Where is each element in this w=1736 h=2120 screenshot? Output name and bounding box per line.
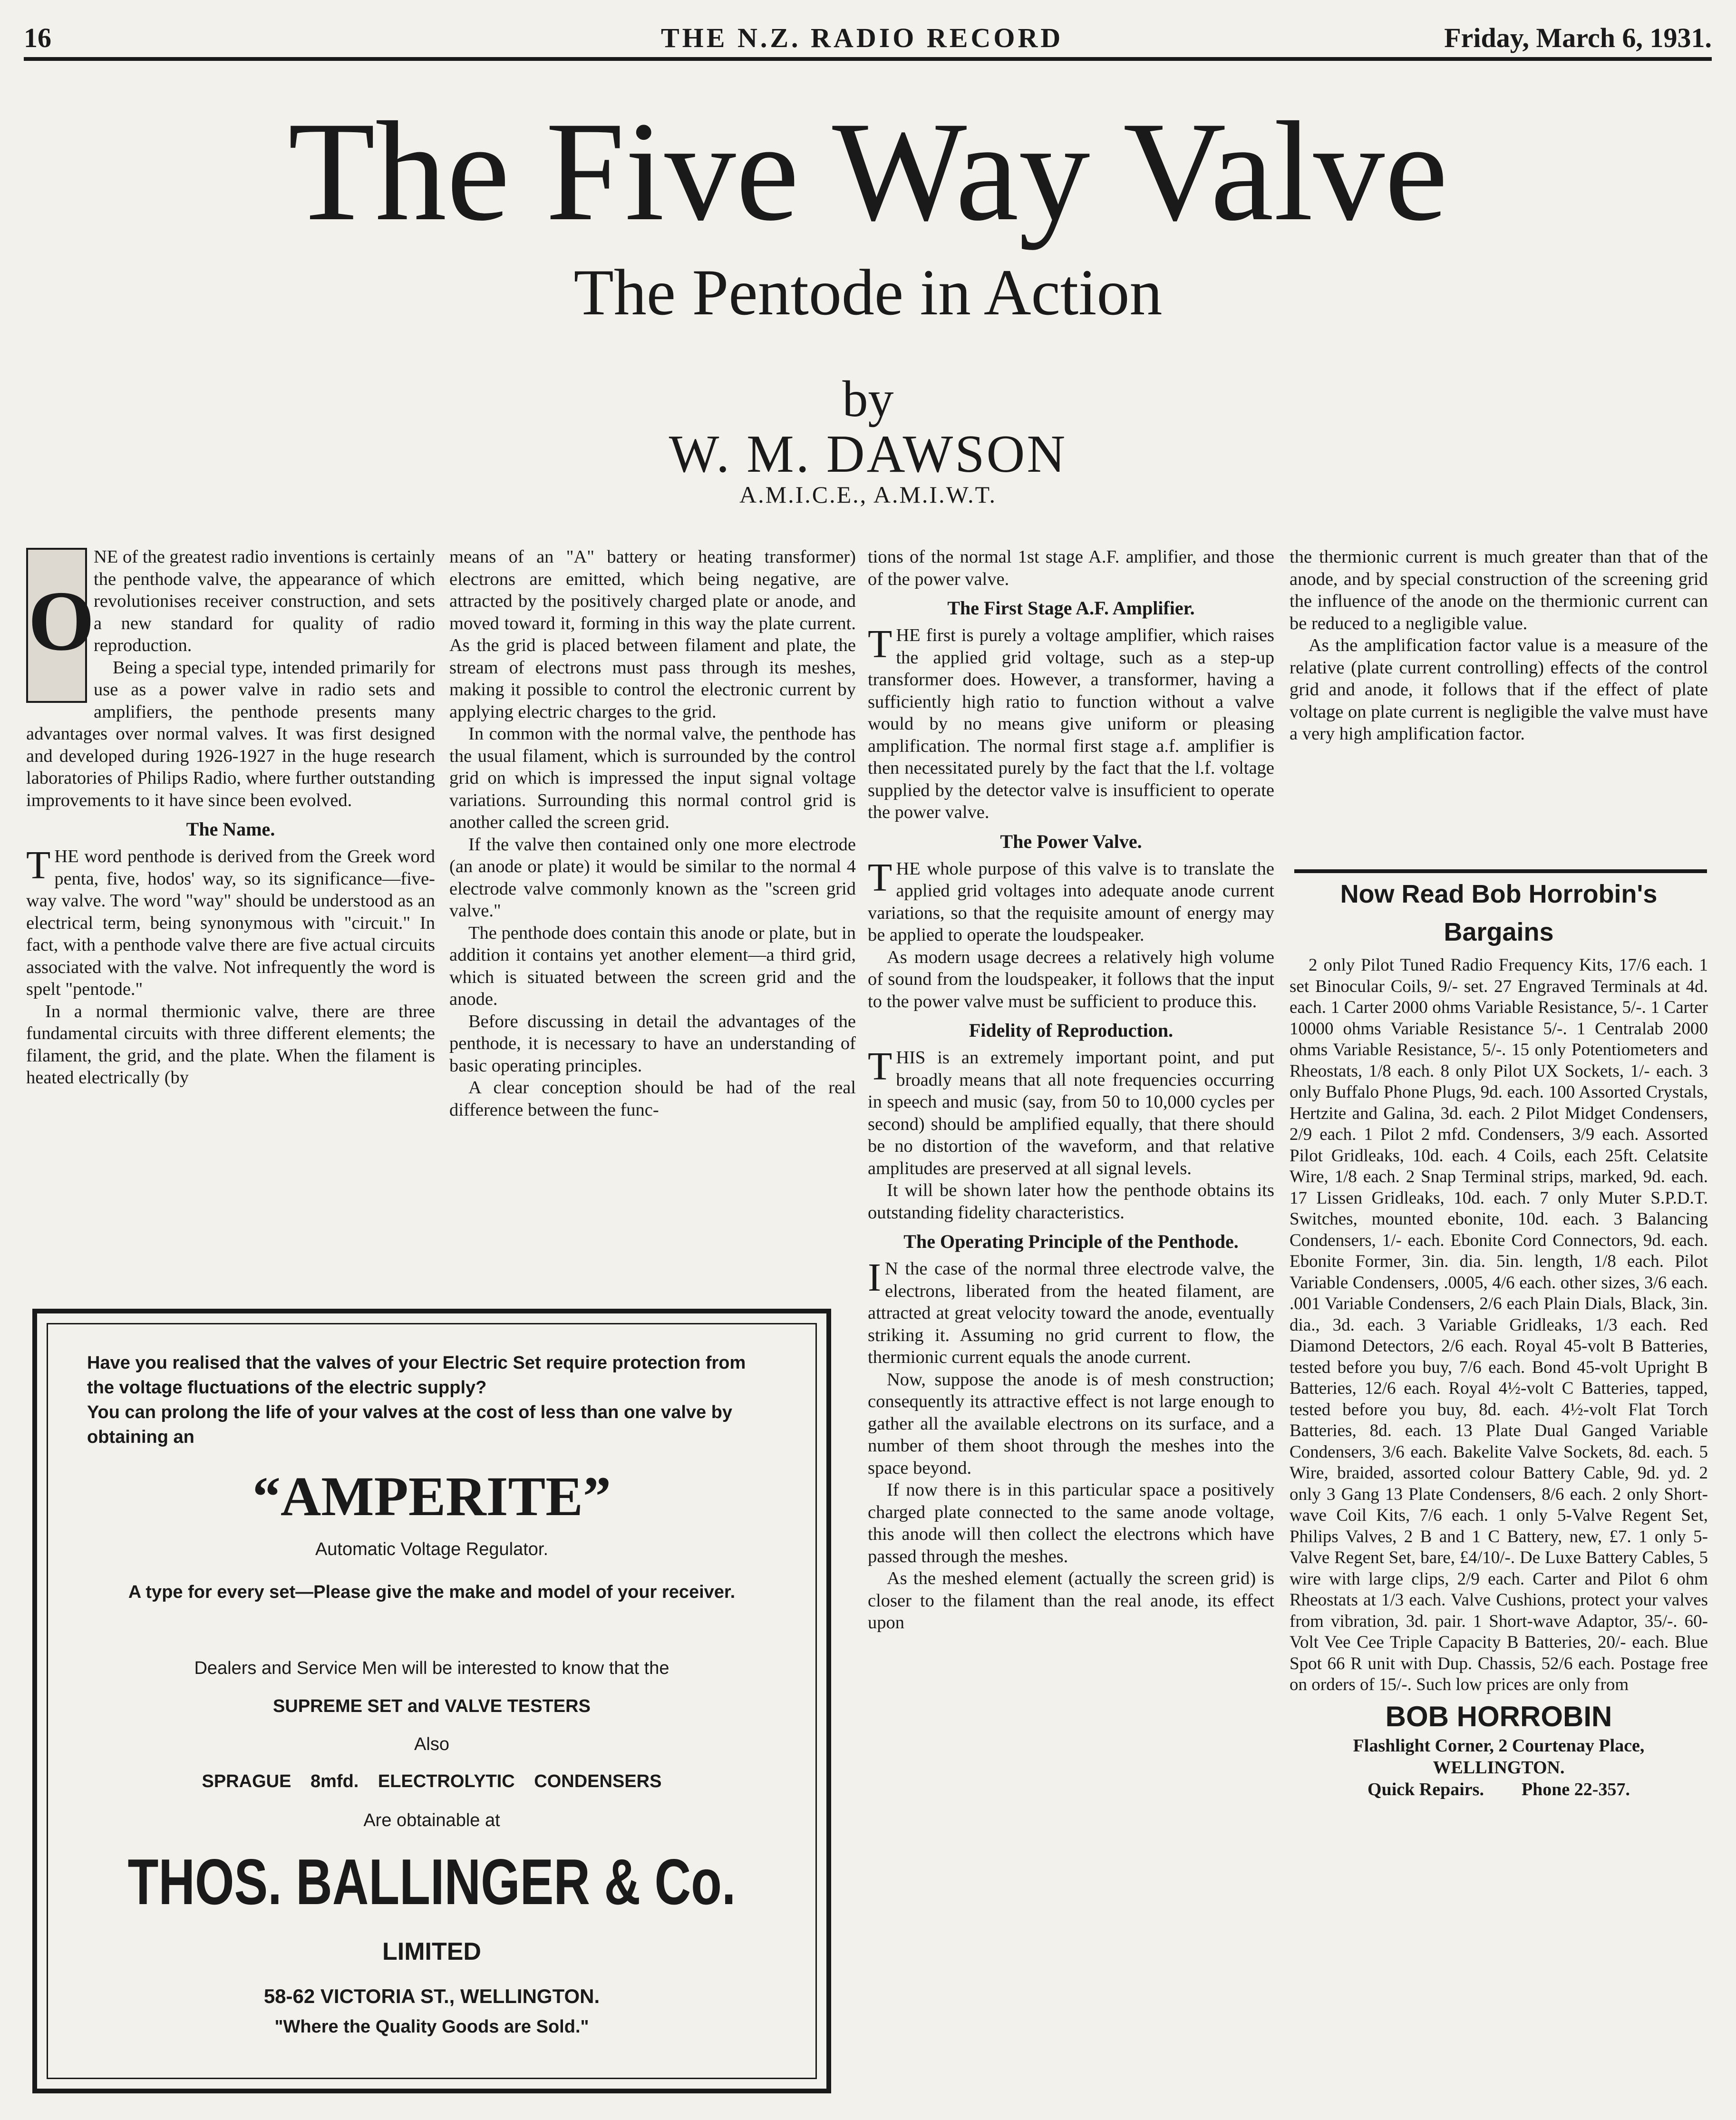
article-column-1 <box>26 546 435 1089</box>
paragraph: HE word penthode is derived from the Greek word penta, five, hodos' way, so its significance—five-way valve. The word "way" should be understood as an electrical term, being synonymous with "circuit." In fact, with a penthode valve there are five actual circuits associated with the valve. Not infrequently the word is spelt "pentode." <box>26 846 435 999</box>
company-limited: LIMITED <box>382 1938 481 1965</box>
author-qualifications: A.M.I.C.E., A.M.I.W.T. <box>739 481 997 508</box>
section-heading: Fidelity of Reproduction. <box>969 1020 1173 1041</box>
section-heading: The First Stage A.F. Amplifier. <box>947 597 1195 619</box>
company-address: 58-62 VICTORIA ST., WELLINGTON. <box>263 1985 600 2007</box>
section-heading: The Power Valve. <box>1000 830 1142 852</box>
section-heading: The Operating Principle of the Penthode. <box>903 1231 1239 1252</box>
paragraph: tions of the normal 1st stage A.F. amplifier, and those of the power valve. <box>868 547 1274 589</box>
shop-repairs: Quick Repairs. <box>1367 1779 1484 1799</box>
advert-line: Also <box>414 1734 449 1754</box>
advert-line: A type for every set—Please give the make and model of your receiver. <box>128 1582 736 1602</box>
article-title: The Five Way Valve <box>288 92 1448 250</box>
shop-city: WELLINGTON. <box>1433 1757 1565 1778</box>
paragraph: As the amplification factor value is a measure of the relative (plate current controlling) effects of the control grid and anode, it follows that if the effect of plate voltage on plate current is negligible the valve must have a very high amplification factor. <box>1290 635 1708 744</box>
paragraph: HE whole purpose of this valve is to translate the applied grid voltages into adequate anode current variations, so that the requisite amount of energy may be applied to operate the loudspeaker. <box>868 858 1274 945</box>
column-divider <box>1294 869 1707 873</box>
paragraph: Being a special type, intended primarily for use as a power valve in radio sets and amplifiers, the penthode presents many advantages over normal valves. It was first designed and developed during 1926-1927 in the huge research laboratories of Philips Radio, where further outstanding improvements to it have since been evolved. <box>26 657 435 810</box>
byline-by: by <box>842 371 894 428</box>
paragraph: NE of the greatest radio inventions is certainly the penthode valve, the appearance of which revolutionises receiver construction, and sets a new standard for quality of radio reproduction. <box>94 547 435 655</box>
bargains-advert <box>1290 875 1708 1800</box>
initial-cap: T <box>868 855 892 900</box>
paragraph: the thermionic current is much greater than that of the anode, and by special construction of the screening grid the influence of the anode on the thermionic current can be reduced to a negligible value. <box>1290 547 1708 633</box>
advert-line: Are obtainable at <box>363 1810 500 1830</box>
initial-cap: T <box>26 843 51 887</box>
brand-subtitle: Automatic Voltage Regulator. <box>315 1539 549 1559</box>
shop-name: BOB HORROBIN <box>1385 1700 1612 1732</box>
article-column-3 <box>868 546 1274 1634</box>
amperite-advert <box>32 1309 831 2093</box>
article-subtitle: The Pentode in Action <box>573 256 1163 329</box>
paragraph: Before discussing in detail the advantages of the penthode, it is necessary to have an understanding of basic operating principles. <box>449 1011 856 1076</box>
section-heading: The Name. <box>186 818 275 840</box>
paragraph: It will be shown later how the penthode obtains its outstanding fidelity characteristics. <box>868 1180 1274 1223</box>
paragraph: A clear conception should be had of the real difference between the func- <box>449 1078 856 1120</box>
advert-line: SPRAGUE 8mfd. ELECTROLYTIC CONDENSERS <box>202 1771 662 1791</box>
author-name: W. M. DAWSON <box>669 425 1067 484</box>
paragraph: N the case of the normal three electrode valve, the electrons, liberated from the heated filament, are attracted at great velocity toward the anode, eventually striking it. Assuming no grid current to flow, the thermionic current equals the anode current. <box>868 1259 1274 1367</box>
advert-line: SUPREME SET and VALVE TESTERS <box>273 1696 591 1716</box>
initial-cap: T <box>868 622 892 666</box>
paragraph: HIS is an extremely important point, and put broadly means that all note frequencies occurring in speech and music (say, from 50 to 10,000 cycles per second) should be amplified equally, that there should be no distortion of the waveform, and that relative amplitudes are preserved at all signal levels. <box>868 1048 1274 1178</box>
drop-cap: O <box>26 548 87 703</box>
paragraph: means of an "A" battery or heating transformer) electrons are emitted, which being negative, are attracted by the positively charged plate or anode, and moved toward it, forming in this way the plate current. As the grid is placed between filament and plate, the stream of electrons must pass through its meshes, making it possible to control the electronic current by applying electric charges to the grid. <box>449 547 856 722</box>
advert-line: Dealers and Service Men will be interested to know that the <box>194 1658 669 1678</box>
paragraph: As modern usage decrees a relatively high volume of sound from the loudspeaker, it follows that the input to the power valve must be sufficient to produce this. <box>868 947 1274 1011</box>
paragraph: HE first is purely a voltage amplifier, which raises the applied grid voltage, such as a step-up transformer does. However, a transformer, having a sufficiently high ratio to function without a valve would by no means give uniform or pleasing amplification. The normal first stage a.f. amplifier is then necessitated purely by the fact that the l.f. voltage supplied by the detector valve is insufficient to operate the power valve. <box>868 625 1274 822</box>
article-column-4 <box>1290 546 1708 745</box>
paragraph: In common with the normal valve, the penthode has the usual filament, which is surrounded by the control grid on which is impressed the input signal voltage variations. Surrounding this normal control grid is another called the screen grid. <box>449 724 856 832</box>
advert-line: You can prolong the life of your valves at the cost of less than one valve by obtaining an <box>87 1402 733 1447</box>
initial-cap: I <box>868 1255 881 1300</box>
paragraph: In a normal thermionic valve, there are three fundamental circuits with three different elements; the filament, the grid, and the plate. When the filament is heated electrically (by <box>26 1001 435 1088</box>
company-slogan: "Where the Quality Goods are Sold." <box>274 2017 589 2037</box>
brand-name: “AMPERITE” <box>252 1465 611 1527</box>
paragraph: If now there is in this particular space a positively charged plate connected to the same anode voltage, this anode will then collect the electrons which have passed through the meshes. <box>868 1480 1274 1566</box>
paper-name: THE N.Z. RADIO RECORD <box>661 22 1064 53</box>
paragraph: Now, suppose the anode is of mesh construction; consequently its attractive effect is not large enough to gather all the available electrons on its surface, and a number of them shoot through the meshes into the space beyond. <box>868 1369 1274 1478</box>
bargains-heading: Now Read Bob Horrobin's Bargains <box>1340 880 1658 946</box>
page-number: 16 <box>24 22 51 53</box>
paragraph: As the meshed element (actually the screen grid) is closer to the filament than the real anode, its effect upon <box>868 1568 1274 1633</box>
advert-line: Have you realised that the valves of your Electric Set require protection from the voltage fluctuations of the electric supply? <box>87 1353 746 1398</box>
issue-date: Friday, March 6, 1931. <box>1444 22 1712 53</box>
bargains-list: 2 only Pilot Tuned Radio Frequency Kits, 17/6 each. 1 set Binocular Coils, 9/- set. 27 Engraved Terminals at 4d. each. 1 Carter 2000 ohms Variable Resistance, 5/-. 1 Carter 10000 ohms Variable Resistance 5/-. 1 Centralab 2000 ohms Variable Resistance, 5/-. 15 only Potentiometers and Rheostats, 1/8 each. 8 only Pilot UX Sockets, 1/- each. 3 only Buffalo Phone Plugs, 9d. each. 100 Assorted Crystals, Hertzite and Galina, 3d. each. 2 Pilot Midget Condensers, 2/9 each. 1 Pilot 2 mfd. Condensers, 3/9 each. Assorted Pilot Gridleaks, 10d. each. 4 Coils, each 25ft. Celatsite Wire, 1/8 each. 2 Snap Terminal strips, marked, 9d. each. 17 Lissen Gridleaks, 10d. each. 7 only Muter S.P.D.T. Switches, mounted ebonite, 10d. each. 3 Balancing Condensers, 1/- each. Ebonite Cord Connectors, 9d. each. Ebonite Former, 3in. dia. 5in. length, 1/8 each. Pilot Variable Condensers, .0005, 4/6 each. other sizes, 3/6 each. .001 Variable Condensers, 2/6 each Plain Dials, Black, 3in. dia., 3d. each. 3 Variable Gridleaks, 1/3 each. Red Diamond Detectors, 2/6 each. Royal 45-volt B Batteries, tested before you buy, 7/6 each. Bond 45-volt Upright B Batteries, 12/6 each. Royal 4½-volt C Batteries, tapped, tested before you buy, 8d. each. 4½-volt Flat Torch Batteries, 8d. each. 13 Plate Dual Ganged Variable Condensers, 3/6 each. Bakelite Valve Sockets, 8d. each. 5 Wire, braided, assorted colour Battery Cable, 9d. yd. 2 only 3 Gang 13 Plate Condensers, 8/6 each. 2 only Short-wave Coil Kits, 7/6 each. 1 only 5-Valve Regent Set, Philips Valves, 2 B and 1 C Battery, new, £7. 1 only 5-Valve Regent Set, bare, £4/10/-. De Luxe Battery Cables, 5 wire with large clips, 2/9 each. Carter and Pilot 6 ohm Rheostats at 1/3 each. Valve Cushions, protect your valves from vibration, 3d. pair. 1 Short-wave Adaptor, 35/-. 60-Volt Vee Cee Triple Capacity B Batteries, 20/- each. Blue Spot 66 R unit with Dup. Chassis, 52/6 each. Postage free on orders of 15/-. Such low prices are only from <box>1290 955 1708 1694</box>
shop-phone: Phone 22-357. <box>1521 1779 1630 1799</box>
initial-cap: T <box>868 1044 892 1089</box>
masthead <box>24 19 1712 61</box>
article-column-2 <box>449 546 856 1121</box>
paragraph: The penthode does contain this anode or plate, but in addition it contains yet another element—a third grid, which is situated between the screen grid and the anode. <box>449 923 856 1009</box>
paragraph: If the valve then contained only one more electrode (an anode or plate) it would be similar to the normal 4 electrode valve commonly known as the "screen grid valve." <box>449 834 856 921</box>
company-name: THOS. BALLINGER & Co. <box>127 1846 736 1918</box>
shop-address: Flashlight Corner, 2 Courtenay Place, <box>1353 1735 1645 1756</box>
